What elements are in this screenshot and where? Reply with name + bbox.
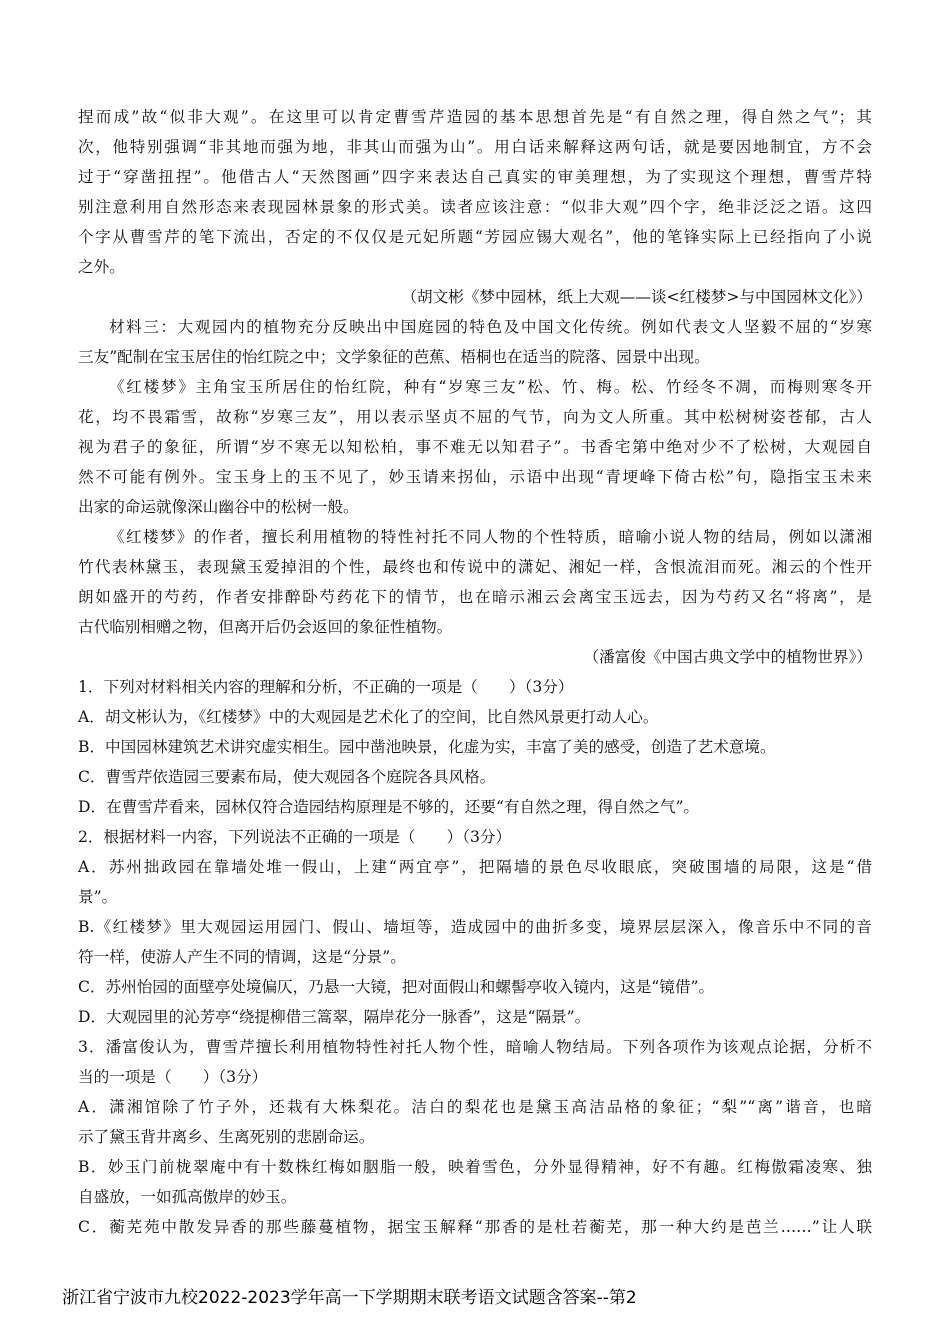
text-line: 当的一项是（ ）（3分）	[78, 1068, 268, 1086]
text-line: D．在曹雪芹看来，园林仅符合造园结构原理是不够的，还要“有自然之理，得自然之气”。	[78, 798, 700, 816]
text-line: 个字从曹雪芹的笔下流出，否定的不仅仅是元妃所题“芳园应锡大观名”，他的笔锋实际上已经指向了小说	[78, 228, 872, 246]
text-line: 符一样，使游人产生不同的情调，这是“分景”。	[78, 948, 406, 966]
text-line: C．曹雪芹依造园三要素布局，使大观园各个庭院各具风格。	[78, 768, 496, 786]
text-line: 材料三：大观园内的植物充分反映出中国庭园的特色及中国文化传统。例如代表文人坚毅不屈的“岁寒	[109, 318, 872, 336]
text-line: 三友”配制在宝玉居住的怡红院之中；文学象征的芭蕉、梧桐也在适当的院落、园景中出现。	[78, 348, 710, 366]
text-line: 之外。	[78, 258, 125, 276]
text-line: A．胡文彬认为，《红楼梦》中的大观园是艺术化了的空间，比自然风景更打动人心。	[78, 708, 659, 726]
text-line: C．苏州怡园的面壁亭处境偏仄，乃悬一大镜，把对面假山和螺髻亭收入镜内，这是“镜借”。	[78, 978, 715, 996]
document-body	[78, 102, 872, 1242]
text-line: 古代临别相赠之物，但离开后仍会返回的象征性植物。	[78, 618, 453, 636]
text-line: A．潇湘馆除了竹子外，还栽有大株梨花。洁白的梨花也是黛玉高洁品格的象征；“梨”“离”谐音，也暗	[78, 1098, 872, 1116]
text-line: 花，均不畏霜雪，故称“岁寒三友”，用以表示坚贞不屈的气节，向为文人所重。其中松树树姿苍郁，古人	[78, 408, 872, 426]
text-line: A．苏州拙政园在靠墙处堆一假山，上建“两宜亭”，把隔墙的景色尽收眼底，突破围墙的局限，这是“借	[78, 858, 872, 876]
text-line: 2．根据材料一内容，下列说法不正确的一项是（ ）（3分）	[78, 828, 512, 846]
text-line: 自盛放，一如孤高傲岸的妙玉。	[78, 1188, 297, 1206]
text-line: D．大观园里的沁芳亭“绕提柳借三篙翠，隔岸花分一脉香”，这是“隔景”。	[78, 1008, 591, 1026]
text-line: C．蘅芜苑中散发异香的那些藤蔓植物，据宝玉解释“那香的是杜若蘅芜，那一种大约是芭兰……”让人联	[78, 1218, 872, 1236]
text-line: 《红楼梦》主角宝玉所居住的怡红院，种有“岁寒三友”松、竹、梅。松、竹经冬不凋，而梅则寒冬开	[109, 378, 872, 396]
text-line: 捏而成”故“似非大观”。在这里可以肯定曹雪芹造园的基本思想首先是“有自然之理，得自然之气”；其	[78, 108, 872, 126]
page-footer: 浙江省宁波市九校2022-2023学年高一下学期期末联考语文试题含答案--第2	[62, 1288, 637, 1308]
text-line: （潘富俊《中国古典文学中的植物世界》）	[583, 648, 872, 666]
text-line: 别注意利用自然形态来表现园林景象的形式美。读者应该注意：“似非大观”四个字，绝非泛泛之语。这四	[78, 198, 872, 216]
text-line: 景”。	[78, 888, 118, 906]
text-line: 然不可能有例外。宝玉身上的玉不见了，妙玉请来拐仙，示语中出现“青埂峰下倚古松”句，隐指宝玉未来	[78, 468, 872, 486]
text-line: B．妙玉门前栊翠庵中有十数株红梅如胭脂一般，映着雪色，分外显得精神，好不有趣。红梅傲霜凌寒、独	[78, 1158, 872, 1176]
text-line: （胡文彬《梦中园林，纸上大观——谈<红楼梦>与中国园林文化》）	[401, 288, 872, 306]
text-line: B．中国园林建筑艺术讲究虚实相生。园中凿池映景，化虚为实，丰富了美的感受，创造了艺术意境。	[78, 738, 776, 756]
text-line: 3．潘富俊认为，曹雪芹擅长利用植物特性衬托人物个性，暗喻人物结局。下列各项作为该观点论据，分析不	[78, 1038, 872, 1056]
text-line: 次，他特别强调“非其地而强为地，非其山而强为山”。用白话来解释这两句话，就是要因地制宜，方不会	[78, 138, 872, 156]
text-line: 1．下列对材料相关内容的理解和分析，不正确的一项是（ ）（3分）	[78, 678, 574, 696]
text-line: 朗如盛开的芍药，作者安排醉卧芍药花下的情节，也在暗示湘云会离宝玉远去，因为芍药又名“将离”，是	[78, 588, 872, 606]
text-line: 过于“穿凿扭捏”。他借古人“天然图画”四字来表达自己真实的审美理想，为了实现这个理想，曹雪芹特	[78, 168, 872, 186]
text-line: 出家的命运就像深山幽谷中的松树一般。	[78, 498, 359, 516]
text-line: B.《红楼梦》里大观园运用园门、假山、墙垣等，造成园中的曲折多变，境界层层深入，像音乐中不同的音	[78, 918, 872, 936]
text-line: 竹代表林黛玉，表现黛玉爱掉泪的个性，最终也和传说中的潇妃、湘妃一样，含恨流泪而死。湘云的个性开	[78, 558, 872, 576]
text-line: 视为君子的象征，所谓“岁不寒无以知松柏，事不难无以知君子”。书香宅第中绝对少不了松树，大观园自	[78, 438, 872, 456]
text-line: 《红楼梦》的作者，擅长利用植物的特性衬托不同人物的个性特质，暗喻小说人物的结局，例如以潇湘	[109, 528, 872, 546]
text-line: 示了黛玉背井离乡、生离死别的悲剧命运。	[78, 1128, 375, 1146]
